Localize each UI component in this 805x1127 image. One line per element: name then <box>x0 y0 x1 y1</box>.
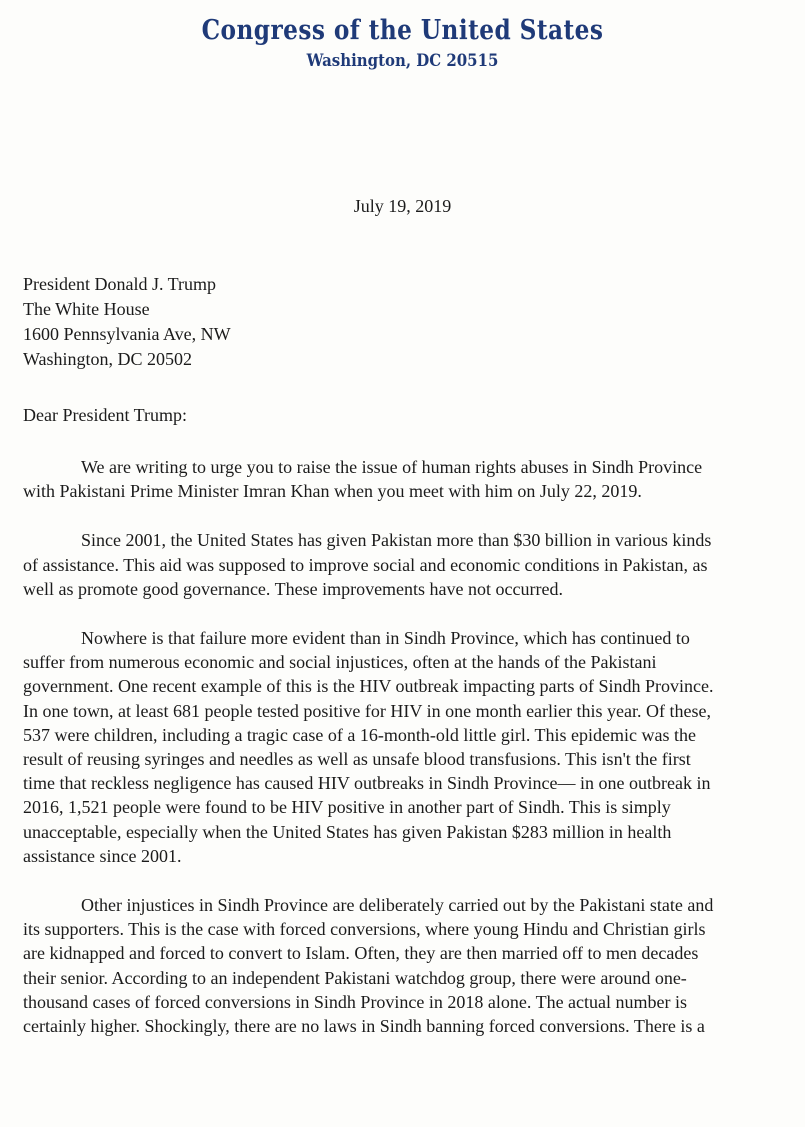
recipient-organization: The White House <box>23 299 150 319</box>
letterhead <box>0 14 805 72</box>
paragraph-line: Other injustices in Sindh Province are deliberately carried out by the Pakistani state and <box>81 895 714 916</box>
recipient-street: 1600 Pennsylvania Ave, NW <box>23 324 231 344</box>
paragraph-1 <box>23 455 805 503</box>
paragraph-line: its supporters. This is the case with forced conversions, where young Hindu and Christian girls <box>23 919 706 940</box>
recipient-address <box>23 272 231 372</box>
paragraph-line: certainly higher. Shockingly, there are no laws in Sindh banning forced conversions. There is a <box>23 1016 705 1037</box>
paragraph-line: assistance since 2001. <box>23 845 182 866</box>
paragraph-line: We are writing to urge you to raise the issue of human rights abuses in Sindh Province <box>81 457 703 477</box>
paragraph-2 <box>23 528 805 601</box>
paragraph-line: are kidnapped and forced to convert to Islam. Often, they are then married off to men decades <box>23 943 699 964</box>
paragraph-line: with Pakistani Prime Minister Imran Khan when you meet with him on July 22, 2019. <box>23 481 642 502</box>
paragraph-line: Since 2001, the United States has given Pakistan more than $30 billion in various kinds <box>81 530 712 551</box>
paragraph-line: well as promote good governance. These improvements have not occurred. <box>23 578 563 599</box>
paragraph-line: unacceptable, especially when the United States has given Pakistan $283 million in health <box>23 821 672 842</box>
paragraph-line: thousand cases of forced conversions in Sindh Province in 2018 alone. The actual number is <box>23 991 688 1012</box>
paragraph-line: suffer from numerous economic and social injustices, often at the hands of the Pakistani <box>23 652 657 673</box>
paragraph-line: 537 were children, including a tragic case of a 16-month-old little girl. This epidemic was the <box>23 724 696 745</box>
paragraph-line: of assistance. This aid was supposed to improve social and economic conditions in Pakistan, as <box>23 554 708 575</box>
paragraph-line: result of reusing syringes and needles as well as unsafe blood transfusions. This isn't the first <box>23 749 691 770</box>
paragraph-line: 2016, 1,521 people were found to be HIV positive in another part of Sindh. This is simply <box>23 797 671 818</box>
paragraph-line: In one town, at least 681 people tested positive for HIV in one month earlier this year. Of these, <box>23 700 711 721</box>
paragraph-line: government. One recent example of this is the HIV outbreak impacting parts of Sindh Province. <box>23 676 714 697</box>
letter-body <box>23 455 805 1063</box>
paragraph-line: their senior. According to an independent Pakistani watchdog group, there were around one- <box>23 967 687 988</box>
paragraph-line: time that reckless negligence has caused HIV outbreaks in Sindh Province— in one outbreak in <box>23 773 711 794</box>
letterhead-title: Congress of the United States <box>201 15 604 46</box>
salutation: Dear President Trump: <box>23 405 187 425</box>
paragraph-line: Nowhere is that failure more evident than in Sindh Province, which has continued to <box>81 628 690 649</box>
paragraph-3 <box>23 626 805 868</box>
letter-date: July 19, 2019 <box>353 196 452 216</box>
recipient-name: President Donald J. Trump <box>23 274 217 294</box>
letterhead-subtitle: Washington, DC 20515 <box>306 51 499 71</box>
paragraph-4 <box>23 893 805 1038</box>
recipient-city: Washington, DC 20502 <box>23 349 193 369</box>
